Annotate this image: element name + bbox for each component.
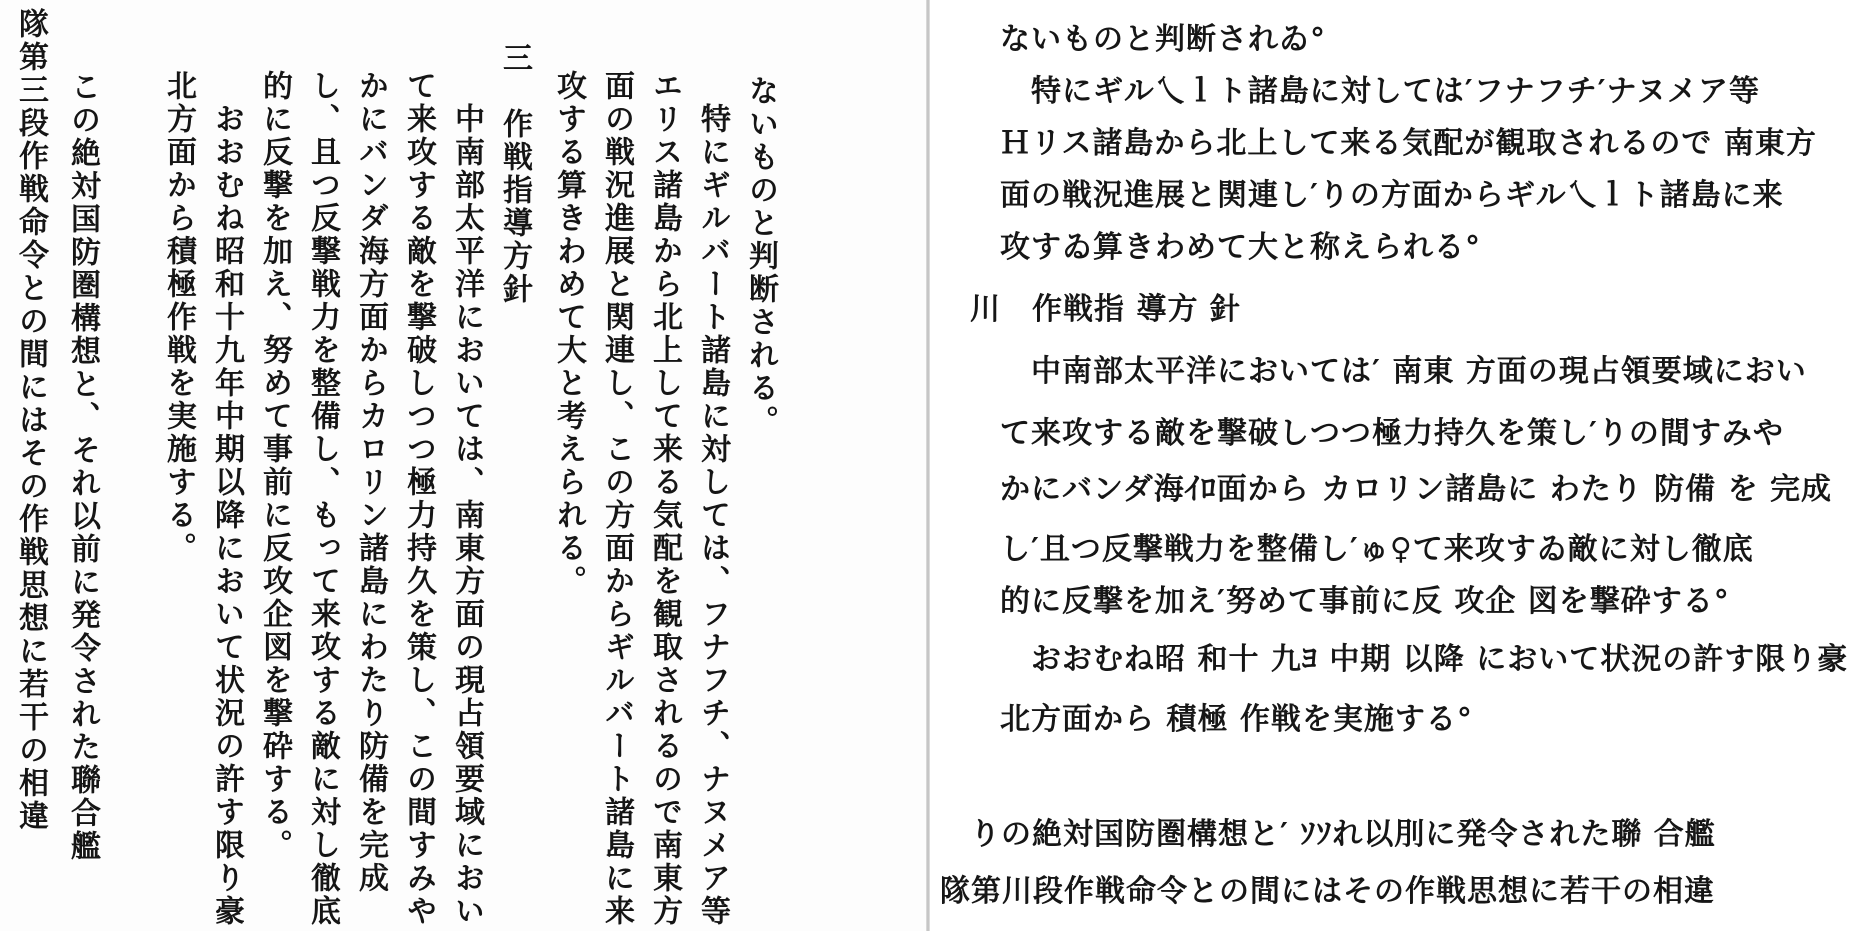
left-column-16: 隊第三段作戦命令との間にはその作戦思想に若干の相違 — [13, 8, 48, 833]
right-line-8: て来攻する敵を撃破しつつ極力持久を策し′りの間すみや — [1000, 416, 1784, 451]
left-column-2: 特にギルバート諸島に対しては、フナフチ、ナヌメア等 — [695, 70, 730, 928]
right-line-5: 攻すゐ算きわめて大と称えられる° — [1000, 230, 1481, 265]
left-section-heading: 三 作戦指導方針 — [497, 42, 532, 306]
left-column-10: し、且つ反撃戦力を整備し、もって来攻する敵に対し徹底 — [305, 70, 340, 928]
left-column-4: 面の戦況進展と関連し、この方面からギルバート諸島に来 — [599, 70, 634, 928]
left-column-1: ないものと判断される。 — [743, 75, 778, 438]
right-line-1: ないものと判断されゐ° — [1000, 22, 1326, 57]
right-line-11: 的に反撃を加え′努めて事前に反 攻企 図を撃砕する° — [1000, 584, 1730, 619]
transcribed-horizontal-page — [930, 0, 1866, 931]
left-column-3: エリス諸島から北上して来る気配を観取されるので南東方 — [647, 70, 682, 928]
original-vertical-page — [0, 0, 926, 931]
left-column-5: 攻する算きわめて大と考えられる。 — [551, 70, 586, 598]
left-column-12: おおむね昭和十九年中期以降において状況の許す限り豪 — [209, 70, 244, 928]
right-section-heading: 川 作戦指 導方 針 — [970, 292, 1241, 327]
right-line-4: 面の戦況進展と関連し′りの方面からギル乀ｌト諸島に来 — [1000, 178, 1784, 213]
left-column-9: かにバンダ海方面からカロリン諸島にわたり防備を完成 — [353, 70, 388, 895]
left-column-7: 中南部太平洋においては、南東方面の現占領要域におい — [449, 70, 484, 928]
right-line-3: Ｈリス諸島から北上して来る気配が観取されるので 南東方 — [1000, 126, 1817, 161]
left-column-11: 的に反撃を加え、努めて事前に反攻企図を撃砕する。 — [257, 70, 292, 862]
right-line-15: りの絶対国防圏構想と′ ｿｿれ以刖に発令された聯 合艦 — [970, 817, 1716, 852]
left-column-13: 北方面から積極作戦を実施する。 — [161, 70, 196, 565]
right-line-12: おおむね昭 和十 九ﾖ 中期 以降 において状況の許す限り豪 — [1000, 642, 1849, 677]
right-line-13: 北方面から 積極 作戦を実施する° — [1000, 702, 1473, 737]
right-line-2: 特にギル乀ｌト諸島に対しては′フナフチ′ナヌメア等 — [1000, 74, 1761, 109]
right-line-10: し′且つ反撃戦力を整備し′ゅ♀て来攻すゐ敵に対し徹底 — [1000, 532, 1754, 567]
right-line-7: 中南部太平洋においては′ 南東 方面の現占領要域におい — [1000, 354, 1807, 389]
left-column-8: て来攻する敵を撃破しつつ極力持久を策し、この間すみや — [401, 70, 436, 928]
left-column-15: この絶対国防圏構想と、それ以前に発令された聯合艦 — [65, 38, 100, 863]
right-line-16: 隊第川段作戦命令との間にはその作戦思想に若干の相違 — [940, 874, 1715, 909]
right-line-9: かにバンダ海ｲﾛ面から カロリン諸島に わたり 防備 を 完成 — [1000, 472, 1833, 507]
